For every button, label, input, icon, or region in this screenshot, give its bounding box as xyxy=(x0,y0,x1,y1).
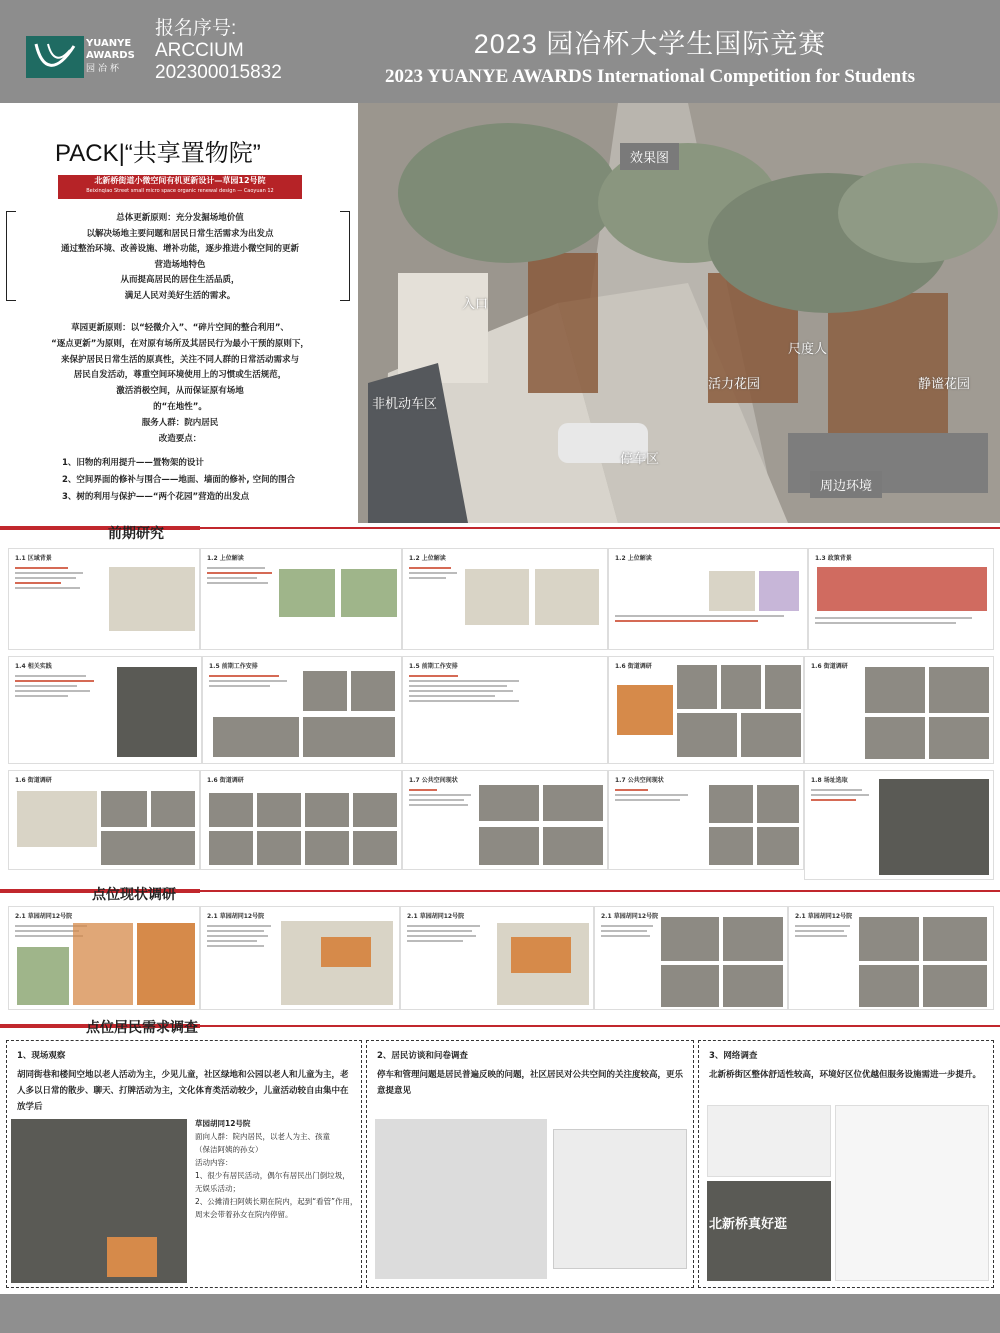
social-post-1 xyxy=(707,1105,831,1177)
principle-line: 总体更新原则：充分发掘场地价值 xyxy=(116,213,244,223)
tile-heading: 1.6 街道调研 xyxy=(15,777,52,784)
renovation-points xyxy=(62,455,352,506)
research-tile xyxy=(8,656,202,764)
research-tile xyxy=(804,770,994,880)
survey-box-interview xyxy=(366,1040,694,1288)
section-title-research: 前期研究 xyxy=(108,525,164,541)
render-tag-main: 效果图 xyxy=(620,143,679,170)
principle-line: 的“在地性”。 xyxy=(153,401,207,412)
research-tile xyxy=(608,656,804,764)
research-tile xyxy=(808,548,994,650)
principle-line: 通过整治环境、改善设施、增补功能，逐步推进小微空间的更新 xyxy=(60,244,299,255)
tile-heading: 1.6 街道调研 xyxy=(207,777,244,784)
point-item: 3、树的利用与保护——“两个花园”营造的出发点 xyxy=(62,492,250,502)
tile-heading: 2.1 草园胡同12号院 xyxy=(15,913,73,920)
effect-render-image xyxy=(358,103,1000,523)
principle-line: 从而提高居民的居住生活品质， xyxy=(120,275,240,286)
overall-principles xyxy=(10,211,350,305)
tile-heading: 1.6 街道调研 xyxy=(615,663,652,670)
research-tile xyxy=(8,770,200,870)
principle-line: 服务人群：院内居民 xyxy=(141,417,219,428)
label-bike-area: 非机动车区 xyxy=(372,397,438,412)
point-item: 1、旧物的利用提升——置物架的设计 xyxy=(62,458,204,468)
principle-line: 满足人民对美好生活的需求。 xyxy=(124,290,236,301)
survey-box-online xyxy=(698,1040,994,1288)
tile-heading: 2.1 草园胡同12号院 xyxy=(207,913,265,920)
label-scale-person: 尺度人 xyxy=(788,342,828,357)
tile-heading: 1.1 区域背景 xyxy=(15,555,52,562)
survey-title: 2、居民访谈和问卷调查 xyxy=(377,1051,468,1061)
principle-line: 居民自发活动，尊重空间环境使用上的习惯或生活规范， xyxy=(73,370,287,381)
research-tile xyxy=(200,770,402,870)
subtitle-en: Beixinqiao Street small micro space organic renewal design — Caoyuan 12 xyxy=(86,188,274,194)
survey-body: 停车和管理问题是居民普遍反映的问题，社区居民对公共空间的关注度较高，更乐意提意见 xyxy=(377,1070,684,1096)
site-tile xyxy=(200,906,400,1010)
point-item: 2、空间界面的修补与围合——地面、墙面的修补, 空间的围合 xyxy=(62,475,296,485)
tile-heading: 1.5 前期工作安排 xyxy=(409,663,458,670)
section-title-site: 点位现状调研 xyxy=(92,886,176,902)
render-tag-environment: 周边环境 xyxy=(810,471,882,498)
label-parking-area: 停车区 xyxy=(620,452,660,467)
survey-body: 北新桥街区整体舒适性较高，环境好区位优越但服务设施需进一步提升。 xyxy=(709,1070,982,1080)
subtitle-band xyxy=(58,175,302,199)
reg-id-1: ARCCIUM xyxy=(155,40,244,61)
note-line: 周末会带着孙女在院内停留。 xyxy=(195,1210,293,1219)
research-tile xyxy=(402,656,608,764)
notes-title: 草园胡同12号院 xyxy=(195,1119,251,1128)
competition-title-en: 2023 YUANYE AWARDS International Competition for Students xyxy=(385,66,915,87)
tile-heading: 1.7 公共空间现状 xyxy=(409,777,458,784)
street-banner-text: 北新桥真好逛 xyxy=(709,1217,788,1232)
label-vital-garden: 活力花园 xyxy=(708,377,761,392)
research-tile xyxy=(8,548,200,650)
observation-notes xyxy=(195,1117,359,1221)
survey-box-observation xyxy=(6,1040,362,1288)
note-line: 1、很少有居民活动，偶尔有居民出门倒垃圾， xyxy=(195,1171,350,1180)
principle-line: 激活消极空间，从而保证原有场地 xyxy=(116,386,244,397)
tile-heading: 1.2 上位解读 xyxy=(409,555,446,562)
note-line: 面向人群：院内居民，以老人为主、孩童 xyxy=(195,1132,330,1141)
section-title-survey: 点位居民需求调查 xyxy=(86,1019,198,1035)
note-line: 2、公摊清扫阿姨长期在院内，起到“看管”作用， xyxy=(195,1197,358,1206)
tile-heading: 1.3 政策背景 xyxy=(815,555,852,562)
note-line: 无娱乐活动； xyxy=(195,1184,240,1193)
site-tile xyxy=(788,906,994,1010)
social-post-2 xyxy=(835,1105,989,1281)
survey-title: 1、现场观察 xyxy=(17,1051,66,1061)
tile-heading: 1.6 街道调研 xyxy=(811,663,848,670)
research-tile xyxy=(202,656,402,764)
header-bar xyxy=(0,0,1000,103)
tile-heading: 1.8 场址选取 xyxy=(811,777,848,784)
label-entrance: 入口 xyxy=(462,297,489,312)
tile-heading: 1.2 上位解读 xyxy=(207,555,244,562)
questionnaire-photo xyxy=(375,1119,547,1279)
survey-body: 胡同街巷和楼间空地以老人活动为主，少见儿童，社区绿地和公园以老人和儿童为主，老人多以日常的散步、聊天、打牌活动为主，文化体育类活动较少，儿童活动较自由集中在放学后 xyxy=(17,1070,349,1112)
yuanye-logo xyxy=(26,36,84,78)
tile-heading: 1.7 公共空间现状 xyxy=(615,777,664,784)
logo-brand: YUANYE AWARDS xyxy=(86,38,135,61)
intro-panel xyxy=(0,103,358,523)
principle-line: 营造场地特色 xyxy=(154,259,206,270)
observation-photo xyxy=(11,1119,187,1283)
research-tile xyxy=(200,548,402,650)
principle-line: 来保护居民日常生活的原真性，关注不同人群的日常活动需求与 xyxy=(60,354,299,365)
tile-heading: 2.1 草园胡同12号院 xyxy=(601,913,659,920)
note-line: （保洁阿姨的孙女） xyxy=(195,1145,263,1154)
logo-cn: 园冶杯 xyxy=(86,64,123,74)
logo-wordmark xyxy=(86,38,146,76)
research-tile xyxy=(608,548,808,650)
registration-block xyxy=(155,18,282,84)
caoyuan-principles xyxy=(10,321,350,447)
tile-heading: 2.1 草园胡同12号院 xyxy=(795,913,853,920)
research-tile xyxy=(804,656,994,764)
principle-line: 草园更新原则：以“轻微介入”、“碎片空间的整合利用”、 xyxy=(71,323,289,333)
photo-detail xyxy=(107,1237,157,1277)
site-tile xyxy=(594,906,788,1010)
tile-heading: 2.1 草园胡同12号院 xyxy=(407,913,465,920)
site-tile xyxy=(8,906,200,1010)
principle-line: 改造要点： xyxy=(158,433,202,444)
subtitle-cn: 北新桥街道小微空间有机更新设计—草园12号院 xyxy=(94,176,266,185)
questionnaire-table xyxy=(553,1129,687,1269)
research-tile xyxy=(402,770,608,870)
reg-id-2: 202300015832 xyxy=(155,62,282,83)
footer-bar xyxy=(0,1294,1000,1333)
label-quiet-garden: 静谧花园 xyxy=(918,377,971,392)
project-title: PACK|“共享置物院” xyxy=(55,140,261,167)
research-tile xyxy=(608,770,804,870)
competition-title-cn: 2023 园冶杯大学生国际竞赛 xyxy=(473,29,827,59)
reg-label: 报名序号: xyxy=(155,18,237,39)
tile-heading: 1.4 相关实践 xyxy=(15,663,52,670)
principle-line: “逐点更新”为原则，在对原有场所及其居民行为最小干预的原则下， xyxy=(51,338,309,349)
note-line: 活动内容： xyxy=(195,1158,233,1167)
site-tile xyxy=(400,906,594,1010)
principle-line: 以解决场地主要问题和居民日常生活需求为出发点 xyxy=(86,228,274,239)
tile-heading: 1.5 前期工作安排 xyxy=(209,663,258,670)
tile-heading: 1.2 上位解读 xyxy=(615,555,652,562)
research-tile xyxy=(402,548,608,650)
survey-title: 3、网络调查 xyxy=(709,1051,758,1061)
